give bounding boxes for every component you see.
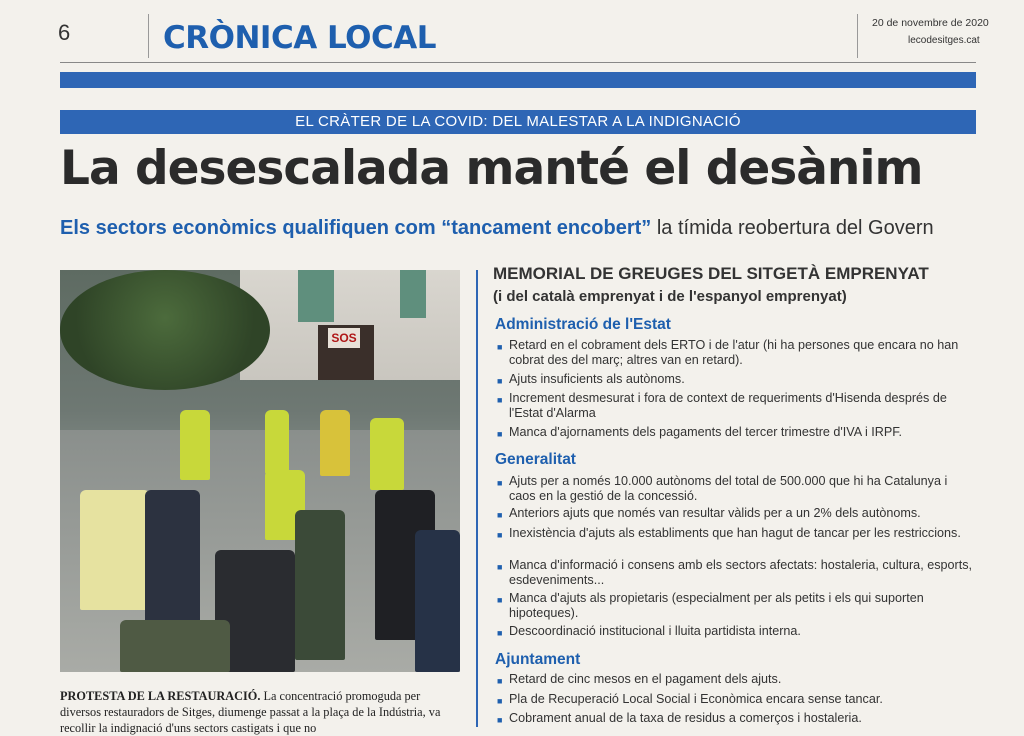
list-item: ■ Manca d'ajornaments dels pagaments del tercer trimestre d'IVA i IRPF. [497, 425, 972, 440]
person-foreground [120, 620, 230, 672]
bullet-icon: ■ [497, 342, 503, 352]
group-heading-generalitat: Generalitat [495, 451, 576, 468]
masthead-blue-bar [60, 72, 976, 88]
person-green [295, 510, 345, 660]
list-item: ■ Cobrament anual de la taxa de residus a comerços i hostaleria. [497, 711, 972, 726]
sidebar-title: MEMORIAL DE GREUGES DEL SITGETÀ EMPRENYAT [493, 264, 929, 283]
bullet-icon: ■ [497, 628, 503, 638]
subhead-rest: la tímida reobertura del Govern [651, 217, 934, 239]
bullet-icon: ■ [497, 696, 503, 706]
bullet-icon: ■ [497, 510, 503, 520]
person-yellow-jacket [80, 490, 150, 610]
bullet-icon: ■ [497, 562, 503, 572]
photo-window [298, 270, 334, 322]
list-item: ■ Anteriors ajuts que només van resultar vàlids per a un 2% dels autònoms. [497, 506, 972, 521]
list-item: ■ Descoordinació institucional i lluita partidista interna. [497, 624, 972, 639]
sidebar-subtitle: (i del català emprenyat i de l'espanyol emprenyat) [493, 288, 847, 305]
bullet-icon: ■ [497, 478, 503, 488]
bullet-icon: ■ [497, 376, 503, 386]
column-rule [476, 270, 478, 727]
photo-window [400, 270, 426, 318]
list-item: ■ Ajuts insuficients als autònoms. [497, 372, 972, 387]
person-vest [320, 410, 350, 476]
person-vest [265, 410, 289, 474]
group-heading-ajuntament: Ajuntament [495, 651, 581, 668]
list-item: ■ Inexistència d'ajuts als establiments que han hagut de tancar per les restriccions. [497, 526, 972, 541]
issue-date: 20 de novembre de 2020 [872, 17, 989, 29]
bullet-icon: ■ [497, 595, 503, 605]
person-dark [415, 530, 460, 672]
kicker-bar: EL CRÀTER DE LA COVID: DEL MALESTAR A LA INDIGNACIÓ [60, 110, 976, 134]
caption-lead: PROTESTA DE LA RESTAURACIÓ. [60, 689, 261, 703]
group-heading-estat: Administració de l'Estat [495, 316, 671, 333]
section-title: CRÒNICA LOCAL [163, 20, 436, 56]
protest-photo [60, 270, 460, 672]
list-item: ■ Manca d'informació i consens amb els sectors afectats: hostaleria, cultura, esports, esdeveniments... [497, 558, 972, 587]
subhead-highlight: Els sectors econòmics qualifiquen com “tancament encobert” [60, 217, 652, 239]
header-divider [148, 14, 149, 58]
bullet-icon: ■ [497, 530, 503, 540]
list-item: ■ Ajuts per a només 10.000 autònoms del total de 500.000 que hi ha Catalunya i caos en la gestió de la concessió. [497, 474, 948, 503]
header-divider [857, 14, 858, 58]
person-vest [370, 418, 404, 490]
sos-sign: SOS [328, 328, 360, 348]
masthead-rule [60, 62, 976, 63]
list-item: ■ Manca d'ajuts als propietaris (especialment per als petits i els qui suporten hipoteques). [497, 591, 924, 620]
bullet-icon: ■ [497, 429, 503, 439]
site-url: lecodesitges.cat [908, 35, 980, 46]
headline: La desescalada manté el desànim [60, 141, 923, 196]
caption-text: La concentració promoguda per diversos restauradors de Sitges, diumenge passat a la plaça de la Indústria, va recollir la indignació d'uns sectors castigats i que no [60, 689, 441, 735]
photo-tree [60, 270, 270, 390]
list-item: ■ Pla de Recuperació Local Social i Econòmica encara sense tancar. [497, 692, 972, 707]
person-dark [145, 490, 200, 630]
list-item: ■ Retard en el cobrament dels ERTO i de l'atur (hi ha persones que encara no han cobrat des del març; altres van en retard). [497, 338, 959, 367]
photo-caption [60, 688, 462, 736]
bullet-icon: ■ [497, 676, 503, 686]
person-vest [180, 410, 210, 480]
subheadline [60, 217, 980, 240]
bullet-icon: ■ [497, 395, 503, 405]
bullet-icon: ■ [497, 715, 503, 725]
list-item: ■ Increment desmesurat i fora de context de requeriments d'Hisenda després de l'Estat d'Alarma [497, 391, 947, 420]
list-item: ■ Retard de cinc mesos en el pagament dels ajuts. [497, 672, 972, 687]
page-number: 6 [58, 20, 71, 45]
